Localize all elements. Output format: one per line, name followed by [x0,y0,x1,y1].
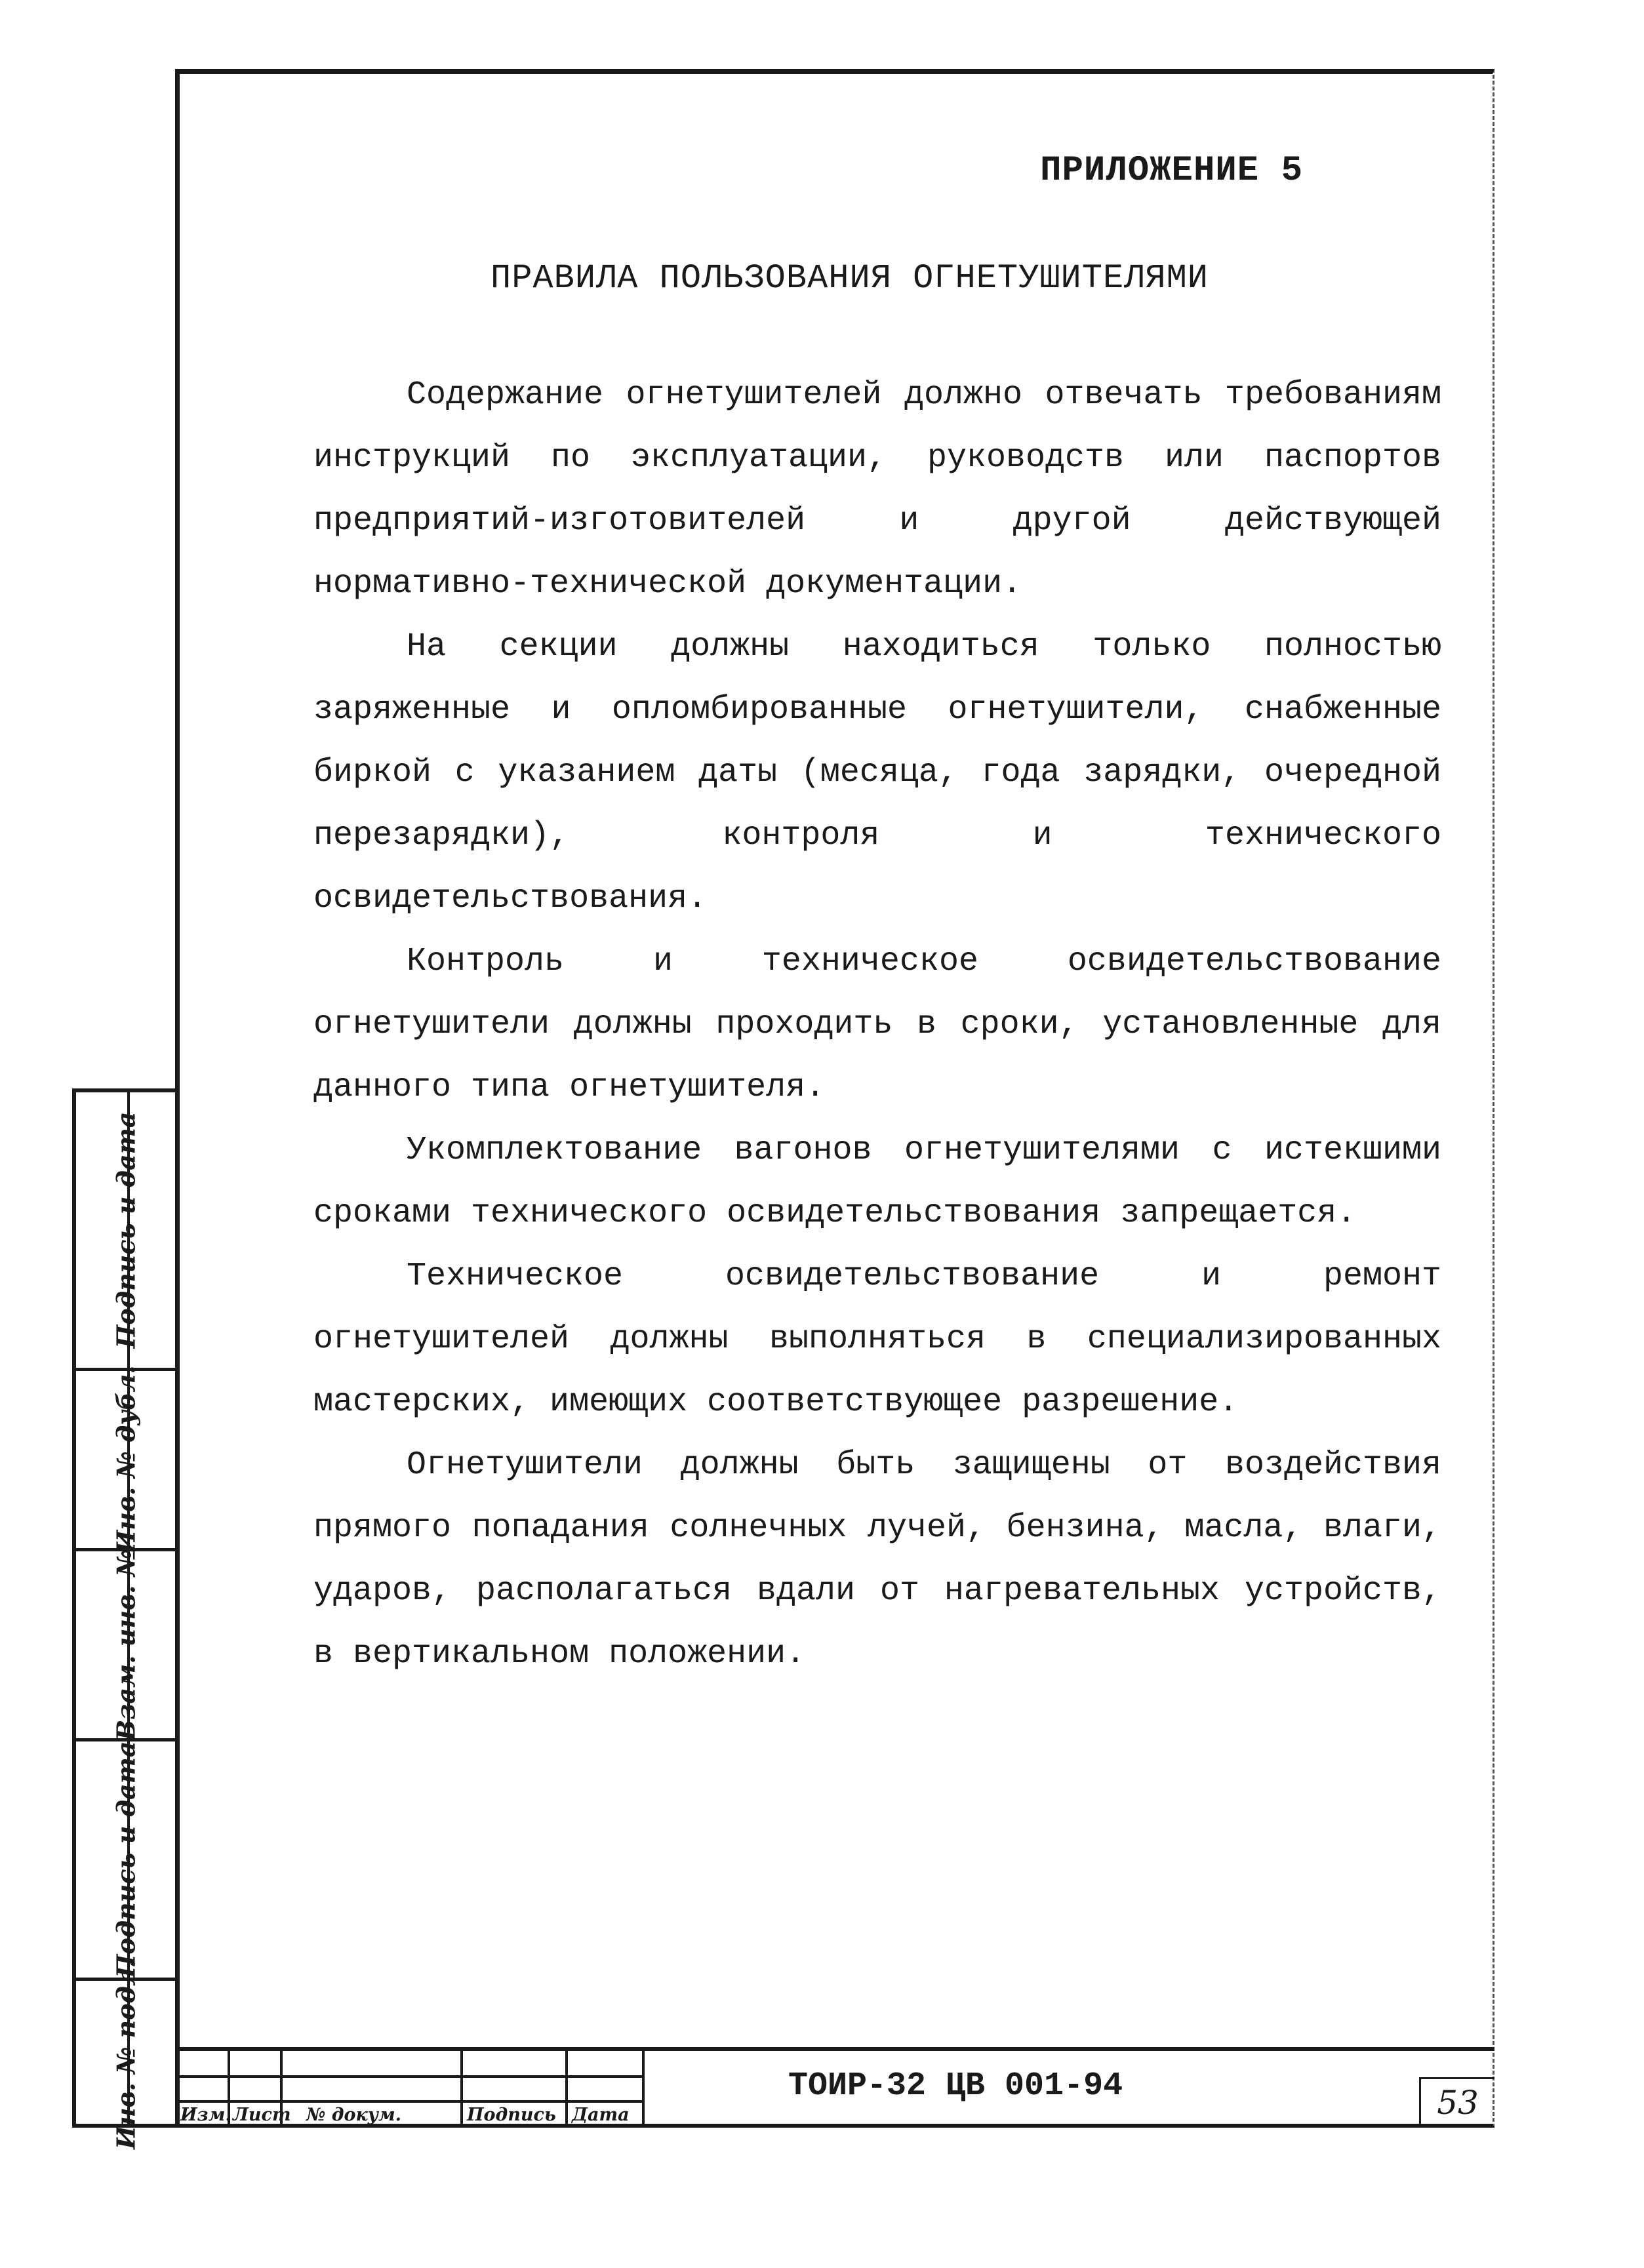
body-text [313,364,1441,1686]
side-label: Подпись и дата [111,1111,140,1349]
paragraph: Содержание огнетушителей должно отвечать требованиям инструкций по эксплуатации, руководств или паспортов предприятий-изготовителей и другой действующей нормативно-технической документации. [313,376,1441,603]
appendix-label: ПРИЛОЖЕНИЕ 5 [1040,151,1303,191]
side-cell-signature-date-1 [76,1092,175,1371]
paragraph: Контроль и техническое освидетельствование огнетушители должны проходить в сроки, установленные для данного типа огнетушителя. [313,943,1441,1106]
stamp-label-sheet: Лист [233,2105,291,2125]
stamp-label-signature: Подпись [467,2105,556,2125]
revision-labels [175,2100,644,2128]
side-label: Подпись и дата [111,1741,140,1978]
page-number: 53 [1419,2077,1494,2128]
side-cell-replacement-inv [76,1551,175,1741]
title-block [175,2047,1494,2128]
paragraph: Техническое освидетельствование и ремонт огнетушителей должны выполняться в специализированных мастерских, имеющих соответствующее разрешение. [313,1258,1441,1421]
side-label: Взам. инв. № [111,1549,140,1741]
paragraph: Укомплектование вагонов огнетушителями с истекшими сроками технического освидетельствования запрещается. [313,1132,1441,1232]
side-cell-original-inv [76,1959,175,2149]
side-cell-dup-inv [76,1365,175,1554]
stamp-label-date: Дата [572,2105,630,2125]
document-title: ПРАВИЛА ПОЛЬЗОВАНИЯ ОГНЕТУШИТЕЛЯМИ [491,259,1209,298]
side-cell-signature-date-2 [76,1741,175,1981]
document-code: ТОИР-32 ЦВ 001-94 [788,2067,1123,2105]
paragraph: На секции должны находиться только полностью заряженные и опломбированные огнетушители, снабженные биркой с указанием даты (месяца, года зарядки, очередной перезарядки), контроля и технического освидетельствования. [313,628,1441,917]
stamp-label-doc-number: № докум. [306,2105,402,2125]
paragraph: Огнетушители должны быть защищены от воздействия прямого попадания солнечных лучей, бензина, масла, влаги, ударов, располагаться вдали от нагревательных устройств, в вертикальном положении. [313,1446,1441,1673]
stamp-label-change: Изм. [180,2105,231,2125]
side-label: Инв. № дубл. [111,1365,140,1554]
side-margin-strip [72,1088,175,2149]
side-label: Инв. № подл. [111,1959,140,2149]
